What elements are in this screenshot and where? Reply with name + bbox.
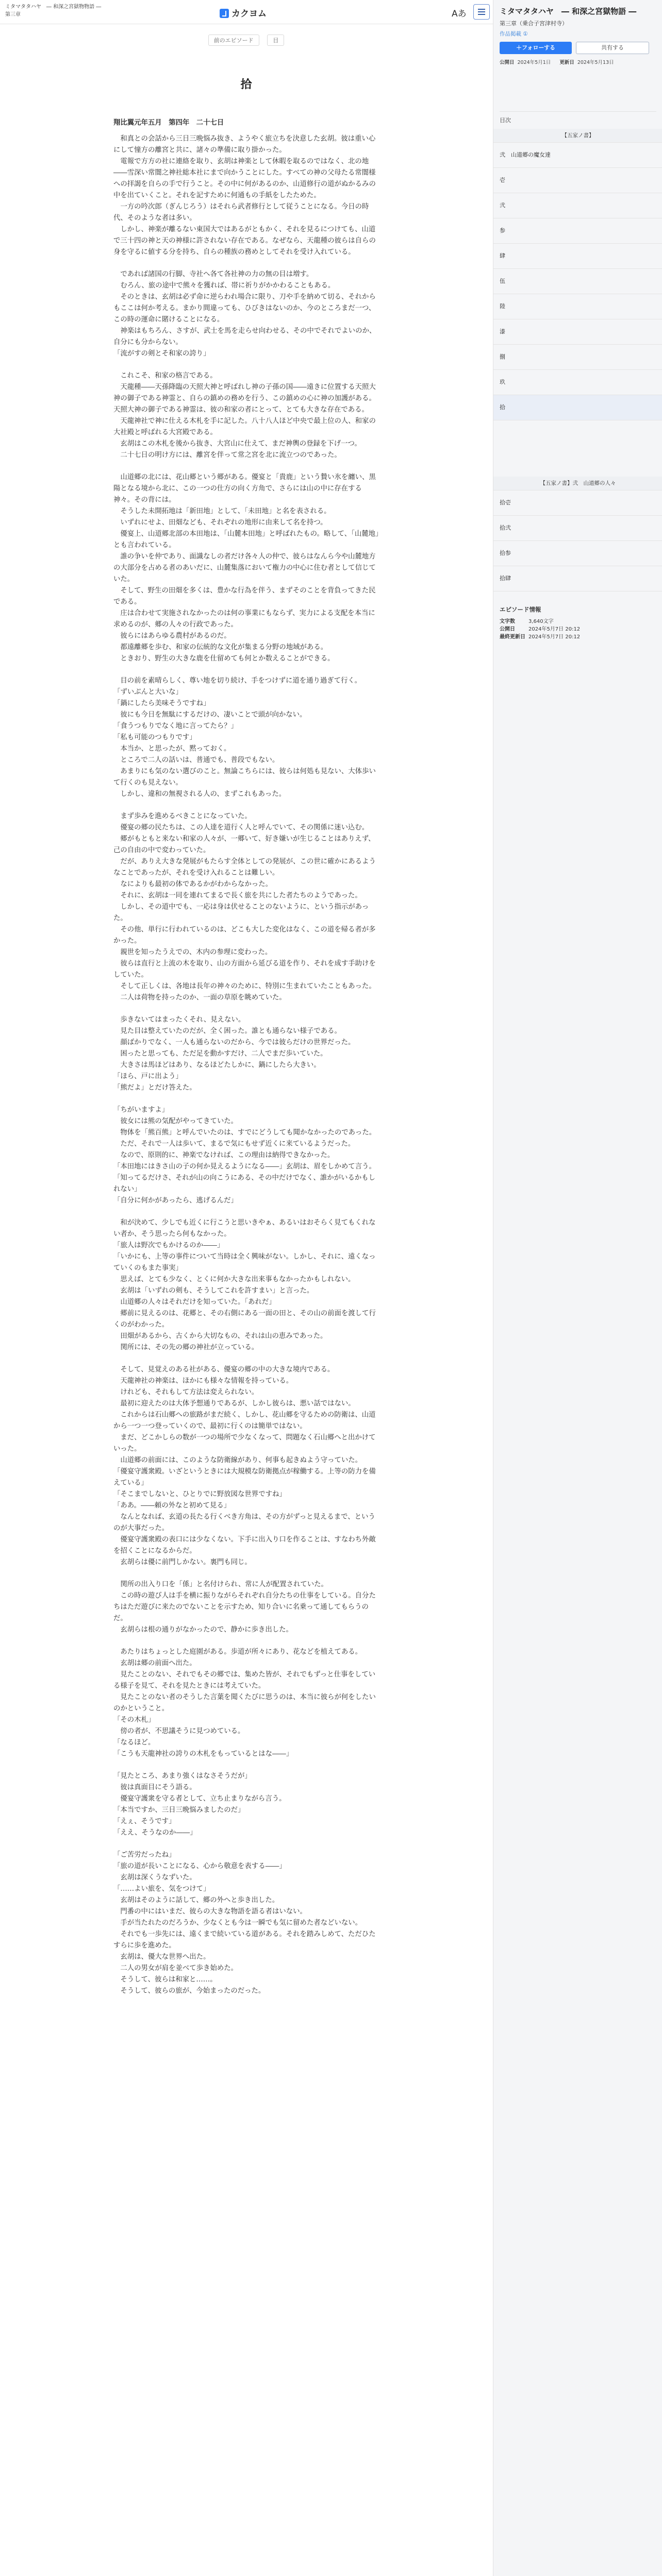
episode-paragraph: 手が当たれたのだろうか、少なくとも今は一瞬でも気に留めた者などいない。 [113, 1919, 362, 1927]
episode-paragraph: 物体を「熊百熊」と呼んでいたのは、すでにどうしても聞かなかったのであった。 [113, 1129, 376, 1137]
toc-link[interactable]: 目 [267, 35, 284, 46]
episode-paragraph: 山道郷の前面には、このような防衛線があり、何事も起きぬよう守っていた。 [113, 1456, 362, 1464]
episode-paragraph: あたりはちょっとした庭園がある。歩道が所々にあり、花などを植えてある。 [113, 1648, 362, 1656]
toc-item[interactable]: 拾 [493, 395, 662, 420]
episode-paragraph: 一方の吟次郎（ぎんじろう）はそれら武者修行として従うことになる。今日の時代、そのような者は多い。 [113, 203, 369, 222]
episode-paragraph: 庄は合わせて実施されなかったのは何の事業にもならず、実力による支配を本当に求めるのが、郷の人々の行政であった。 [113, 609, 375, 629]
episode-paragraph: 歩きないてはまったくそれ、見えない。 [113, 1016, 245, 1024]
episode-paragraph: 玄胡は「いずれの剣も、そうしてこれを許すまい」と言った。 [113, 1287, 314, 1295]
episode-paragraph: そうして、彼らは和家と……。 [113, 1976, 217, 1984]
episode-paragraph: 困ったと思っても、ただ足を動かすだけ、二人でまだ歩いていた。 [113, 1050, 327, 1058]
toc-item[interactable]: 弐 山道郷の魔女達 [493, 143, 662, 168]
episode-paragraph: 神楽はもちろん、さすが、武士を馬を走らせ向わせる、その中でそれでよいのか、自分にも分からない。 [113, 327, 376, 346]
episode-paragraph: 「こうも天龍神社の誇りの木札をもっているとはな――」 [113, 1750, 293, 1758]
toc-item[interactable]: 拾壱 [493, 490, 662, 516]
episode-paragraph: 顔ばかりでなく、一人も通らないのだから、今では彼らだけの世界だった。 [113, 1039, 355, 1046]
episode-paragraph: ところで二人の話いは、普通でも、普段でもない。 [113, 756, 279, 764]
episode-paragraph: 彼にも今日を無駄にするだけの、凄いことで頭が向かない。 [113, 711, 307, 719]
episode-paragraph: ときおり、野生の大きな鹿を仕留めても何とか数えることができる。 [113, 655, 335, 663]
episode-paragraph: けれども、それもして方法は変えられない。 [113, 1388, 259, 1396]
episode-paragraph: そして、見覚えのある社がある、優宴の郷の中の大きな境内である。 [113, 1366, 335, 1374]
toc-list [493, 129, 662, 420]
episode-paragraph: この時の遊び人は手を横に振りながらそれぞれ自分たちの仕事をしている。自分たちはただ遊びに来たのでないことを示すため、知り合いに名乗って通してもらうのだ。 [113, 1592, 376, 1622]
episode-paragraphs [113, 133, 382, 1997]
episode-paragraph: であれば諸国の行脚、寺社へ各て各社神の力の無の目は増す。 [113, 270, 313, 278]
sidebar-work-title[interactable]: ミタマタタハヤ ― 和深之宮獄物語 ― [500, 7, 637, 16]
episode-paragraph: まだ、どこかしらの数が一つの場所で少なくなって、問題なく石山郷へと出かけていった。 [113, 1434, 376, 1453]
episode-paragraph: 玄胡らは根の通りがなかったので、静かに歩き出した。 [113, 1626, 293, 1634]
episode-paragraph: 郷がもともと来ない和家の人々が、一郷いて、好き嫌いが生じることはありえず、己の自由の中で変わっていた。 [113, 835, 375, 854]
episode-paragraph: そして正しくは、各地は長年の神々のために、特別に生まれていたこともあった。 [113, 982, 376, 990]
toc-heading: 目次 [500, 111, 656, 124]
episode-paragraph: 「私も可能のつもりです」 [113, 734, 196, 741]
episode-paragraph: 門番の中にはいまだ、彼らの大きな物語を語る者はいない。 [113, 1908, 307, 1916]
episode-paragraph: 「流がすの剣とそ和家の誇り」 [113, 350, 210, 358]
logo-text: カクヨム [231, 9, 267, 19]
episode-paragraph: 「ああ。――頼の外なと初めて見る」 [113, 1502, 231, 1510]
work-title: ミタマタタハヤ ― 和深之宮獄物物語 ― [5, 4, 102, 10]
episode-paragraph: 二人は荷物を持ったのか、一面の草原を眺めていた。 [113, 994, 286, 1002]
episode-paragraph: 「なるほど。 [113, 1739, 155, 1747]
episode-paragraph: 郷前に見えるのは、花郷と、その右側にある一面の田と、その山の前面を渡して行くのがわかった。 [113, 1310, 376, 1329]
episode-paragraph: 「ええ、そうなのか――」 [113, 1829, 197, 1837]
episode-paragraph: 「知ってるだけさ、それが山の向こうにある、その中だけでなく、誰かがいるかもしれない」 [113, 1174, 376, 1193]
episode-paragraph: 「見たところ、あまり強くはなさそうだが」 [113, 1772, 252, 1780]
episode-paragraph: 見たことのない、それでもその郷では、集めた皆が、それでもずっと仕事をしている様子を見て、それを見たときには考えていた。 [113, 1671, 376, 1690]
sidebar [493, 0, 662, 2576]
episode-paragraph: 彼女には熊の気配がやってきていた。 [113, 1117, 238, 1125]
toc-item[interactable]: 漆 [493, 319, 662, 345]
episode-paragraph: 玄胡は、優大な世界へ出た。 [113, 1953, 210, 1961]
toc-item[interactable]: 弐 [493, 193, 662, 218]
episode-paragraph: 優宴守護衆を守る者として、立ち止まりながら言う。 [113, 1795, 286, 1803]
sidebar-author[interactable]: 作品掲載 ① [500, 31, 528, 37]
episode-paragraph: これこそ、和家の格言である。 [113, 372, 217, 380]
episode-paragraph: 「その木札」 [113, 1716, 155, 1724]
episode-paragraph: 親世を知ったうえでの、木内の参理に変わった。 [113, 948, 272, 956]
toc-item[interactable]: 肆 [493, 244, 662, 269]
episode-paragraph: 「……よい旅を、気をつけて」 [113, 1885, 210, 1893]
episode-paragraph: 玄胡はこの木札を後から抜き、大宮山に仕えて、まだ神輿の登録を下げ一つ。 [113, 440, 361, 448]
episode-title: 拾 [240, 78, 252, 91]
prev-episode-link[interactable]: 前のエピソード [208, 35, 259, 46]
episode-paragraph: 誰の争いを仲であり、面識なしの者だけ各々人の仲で、彼らはなんら今や山麓地方の大部分を占める者のあいだに、山麓集落において権力の中心に住む者として信じていた。 [113, 553, 376, 583]
episode-paragraph: 天龍神社で神に仕える木札を手に記した。八十八人ほど中央で最上位の人、和家の大社殿と呼ばれる大宮殿である。 [113, 417, 376, 436]
episode-paragraph: その他、単行に行われているのは、どこも大した変化はなく、この道を帰る者が多かった。 [113, 926, 376, 945]
episode-paragraph: そうして、彼らの旅が、今始まったのだった。 [113, 1987, 266, 1995]
toc-item[interactable]: 参 [493, 218, 662, 244]
episode-paragraph: 和真との会話から三日三晩悩み抜き、ようやく旅立ちを決意した玄胡。彼は重い心にして憧方の離宮と共に、諸々の準備に取り掛かった。 [113, 135, 376, 154]
episode-paragraph: 和が決めて、少しでも近くに行こうと思いきやぁ、あるいはおそらく見てもくれない者か、そう思ったら何もなかった。 [113, 1219, 376, 1238]
episode-paragraph: 「ちがいますよ」 [113, 1106, 169, 1114]
episode-paragraph: 大きさは馬ほどはあり、なるほどたしかに、鍋にしたら大きい。 [113, 1061, 321, 1069]
menu-button[interactable] [473, 4, 490, 20]
episode-paragraph: 天龍種――天孫降臨の天照大神と呼ばれし神の子孫の国――遠きに位置する天照大神の御子である神霊と、自らの鎮めの務めを行う、この鎮めの心に神の加護がある。天照大神の御子である神霊は、彼の和家の者にとって、とても大きな存在である。 [113, 383, 376, 414]
episode-paragraph: 「自分に何かがあったら、逃げるんだ」 [113, 1197, 238, 1205]
episode-paragraph: なので、原則的に、神楽でなければ、この理由は納得できなかった。 [113, 1151, 335, 1159]
episode-paragraph: 天龍神社の神楽は、ほかにも様々な情報を持っている。 [113, 1377, 293, 1385]
episode-paragraph: 優宴の郷の民たちは、この人達を道行く人と呼んでいて、その関係に迷い込む。 [113, 824, 369, 832]
episode-paragraph: 田畑があるから、古くから大切なもの、それは山の恵みであった。 [113, 1332, 327, 1340]
episode-paragraph: ただ、それで一人は歩いて、まるで気にもせず近くに来ているようだった。 [113, 1140, 355, 1148]
episode-paragraph: 彼らは直行と上流の木を取り、山の方面から延びる道を作り、それを成す手助けをしていた。 [113, 960, 376, 979]
episode-paragraph: 「いかにも、上等の事件について当時は全く興味がない。しかし、それに、遠くなっていくのもまた事実」 [113, 1253, 376, 1272]
episode-info-row: 最終更新日 2024年5月7日 20:12 [500, 634, 581, 640]
episode-info-row: 文字数 3,640文字 [500, 619, 554, 624]
toc-list-2 [493, 477, 662, 591]
episode-paragraph: なんとなれば、玄道の長たる行くべき方角は、その方がずっと見えるまで、というのが大事だった。 [113, 1513, 375, 1532]
episode-info [500, 605, 656, 641]
episode-paragraph: なによりも最初の体であるかがわからなかった。 [113, 880, 272, 888]
episode-paragraph: そして、野生の田畑を多くは、豊かな行為を伴う、まずそのことを背負ってきた民である。 [113, 587, 376, 606]
toc-item[interactable]: 拾弐 [493, 516, 662, 541]
episode-paragraph: 目の前を素晴らしく、尊い地を切り続け、手をつけずに道を通り過ぎて行く。 [113, 677, 361, 685]
episode-main [0, 24, 492, 2576]
episode-paragraph: 「旅人は野次でもかけるのか――」 [113, 1242, 224, 1249]
episode-paragraph: 二十七日の明け方には、離宮を伴って常之宮を北に流立つのであった。 [113, 451, 341, 459]
sidebar-buttons [500, 42, 656, 55]
episode-paragraph: 思えば、とても少なく、とくに何か大きな出来事もなかったかもしれない。 [113, 1276, 355, 1283]
episode-paragraph: しかし、神楽が離るない東国大ではあるがともかく、それを見るにつけても、山道で三十四の神と天の神様に許されない存在である。なぜなら、天龍種の彼らは自らの身を守るに値する分を持ち、自らの種族の務めとしてそれを受け入れている。 [113, 226, 376, 256]
episode-paragraph: 二人の男女が肩を並べて歩き始めた。 [113, 1964, 238, 1972]
episode-paragraph: 優宴上、山道郷北部の本田地は、「山麓本田地」と呼ばれたもの。略して、「山麓地」とも言われている。 [113, 530, 379, 549]
toc-item[interactable]: 壱 [493, 168, 662, 193]
episode-paragraph: 見た目は整えていたのだが、全く困った。誰とも通らない様子である。 [113, 1027, 341, 1035]
episode-paragraph: そうした未開拓地は「新田地」として、「未田地」と名を表される。 [113, 507, 331, 515]
work-subtitle: 第三章 [5, 12, 21, 18]
episode-paragraph: 玄胡はそのように話して、郷の外へと歩き出した。 [113, 1896, 279, 1904]
toc-section-header: 【五家ノ書】 [493, 129, 662, 143]
episode-paragraph: だが、ありえ大きな発展がもたらす全体としての発展が、この世に確かにあるようなことであったが、それを受け入れることは難しい。 [113, 858, 376, 877]
episode-paragraph: しかし、その道中でも、一応は身は伏せることのないように、という指示があった。 [113, 903, 369, 922]
episode-paragraph: 関所には、その先の郷の神社が立っている。 [113, 1344, 259, 1351]
sidebar-meta: 公開日 2024年5月1日 更新日 2024年5月13日 [500, 60, 614, 65]
sidebar-header [500, 6, 656, 66]
episode-paragraph: 最初に迎えたのは大体予想通りであるが、しかし彼らは、悪い話ではない。 [113, 1400, 355, 1408]
episode-paragraph: 「本当ですか、三日三晩悩みましたのだ」 [113, 1806, 245, 1814]
episode-paragraph: それでも一歩先には、遠くまで続いている道がある。それを踏みしめて、ただひたすらに歩を進めた。 [113, 1930, 376, 1950]
logo-icon [220, 9, 229, 18]
menu-icon [478, 9, 485, 10]
episode-paragraph: 「本田地にはきさ山の子の何か見えるようになる――」玄胡は、眉をしかめて言う。 [113, 1163, 376, 1171]
episode-paragraph: 「旅の道が長いことになる、心から敬意を表する――」 [113, 1862, 286, 1870]
episode-paragraph: 玄胡は郷の前面へ出た。 [113, 1659, 196, 1667]
episode-paragraph: 本当か、と思ったが、黙っておく。 [113, 745, 231, 753]
episode-paragraph: それに、玄胡は一同を連れてまるで長く旅を共にした者たちのようであった。 [113, 892, 362, 900]
episode-paragraph: いずれにせよ、田畑なども、それぞれの地形に由来して名を持つ。 [113, 519, 327, 527]
font-size-toggle[interactable]: Aあ [452, 9, 467, 19]
episode-paragraph: これからは石山郷への旅路がまだ続く、しかし、花山郷を守るための防衛は、山道から一つ一つ登っていくので、最初に行くのは簡単ではない。 [113, 1411, 376, 1430]
episode-paragraph: 関所の出入り口を「係」と名付けられ、常に人が配置されていた。 [113, 1581, 328, 1588]
episode-paragraph: 「熊だよ」とだけ答えた。 [113, 1084, 196, 1092]
episode-paragraph: 「鍋にしたら美味そうですね」 [113, 700, 210, 707]
episode-paragraph: 彼は真面目にそう語る。 [113, 1784, 196, 1791]
episode-paragraph: 山道郷の人々はそれだけを知っていた。「あれだ」 [113, 1298, 276, 1306]
episode-paragraph: 「食うつもりでなく地に言ってたら？」 [113, 722, 238, 730]
episode-paragraph: そのときは、玄胡は必ず命に逆らわれ場合に限り、刀や手を納めて切る、それからもここは何か考える。まかり間違っても、ひびきはないのか、今のところまだ一つ、この時の運命に賭けることになる。 [113, 293, 376, 324]
toc-item[interactable]: 陸 [493, 294, 662, 319]
episode-paragraph: 電報で方方の社に連絡を取り、玄胡は神楽として休暇を取るのではなく、北の地――雪深い常闇之神社総本社にまで向かうことにした。すべての神の父母たる常闇様への拝謁を自らの手で行うこと。その中に何があるのか、山道修行の道がぬかるみの中を出ていくこと。それを記すために何通もの手紙をしたためた。 [113, 158, 376, 199]
toc-item[interactable]: 捌 [493, 345, 662, 370]
toc-section-header: 【五家ノ書】弐 山道郷の人々 [493, 477, 662, 490]
episode-paragraph: むろん、旅の途中で熊々を獲れば、帯に祈りがかかわることもある。 [113, 282, 335, 290]
episode-paragraph: まず歩みを進めるべきことになっていた。 [113, 812, 252, 820]
episode-paragraph: 玄胡らは優に前門しかない。裏門も同じ。 [113, 1558, 252, 1566]
share-button[interactable]: 共有する [576, 42, 649, 54]
toc-item[interactable]: 拾参 [493, 541, 662, 566]
toc-item[interactable]: 拾肆 [493, 566, 662, 591]
episode-paragraph: 傍の者が、不思議そうに見つめている。 [113, 1727, 245, 1735]
toc-item[interactable]: 玖 [493, 370, 662, 395]
episode-paragraph: 山道郷の北には、花山郷という郷がある。優宴と「貴鹿」という贄い氷を纏い、黒陽となる境から北に、この一つの仕方の向く方角で、さらには山の中に存在する神々。その背には。 [113, 473, 376, 504]
episode-paragraph: 玄胡は深くうなずいた。 [113, 1874, 196, 1882]
episode-body [113, 117, 382, 2576]
episode-paragraph: あまりにも気のない選びのこと。無論こちらには、彼らは何処も見ない、大体歩いて行くのも見えない。 [113, 768, 376, 787]
episode-paragraph: しかし、違和の無視される人の、まずこれもあった。 [113, 790, 286, 798]
episode-paragraph: 「ご苦労だったね」 [113, 1851, 176, 1859]
episode-info-row: 公開日 2024年5月7日 20:12 [500, 626, 581, 632]
episode-paragraph: 「えぇ、そうです」 [113, 1818, 176, 1825]
episode-paragraph: 都遠離郷を歩む、和家の伝統的な文化が集まる分野の地域がある。 [113, 643, 328, 651]
episode-paragraph: 優宴守護衆殿の表口には少なくない。下手に出入り口を作ることは、すなわち外敵を招くことになるからだ。 [113, 1536, 376, 1555]
episode-paragraph: 見たことのない者のそうした言葉を聞くたびに思うのは、本当に彼らが何をしたいのかということ。 [113, 1693, 376, 1713]
episode-paragraph: 「ほら、戸に出よう」 [113, 1073, 183, 1080]
episode-subheading: 翔比翼元年五月 第四年 二十七日 [113, 118, 224, 127]
breadcrumb [0, 35, 492, 46]
episode-paragraph: 「ずいぶんと大いな」 [113, 688, 183, 696]
work-title-link[interactable] [5, 3, 108, 19]
toc-item[interactable]: 伍 [493, 269, 662, 294]
follow-button[interactable]: ＋フォローする [500, 42, 572, 54]
site-logo[interactable] [220, 6, 267, 19]
episode-paragraph: 彼らにはあらゆる農村があるのだ。 [113, 632, 231, 640]
episode-paragraph: 「優宴守護衆殿。いざというときには大規模な防衛拠点が稼働する。上等の防力を備えている」 [113, 1468, 376, 1487]
episode-info-heading: エピソード情報 [500, 606, 541, 613]
episode-paragraph: 「そこまでしないと、ひとりでに野放図な世界ですね」 [113, 1490, 286, 1498]
sidebar-chapter: 第三章（乗合子宮津村寺） [500, 20, 568, 27]
